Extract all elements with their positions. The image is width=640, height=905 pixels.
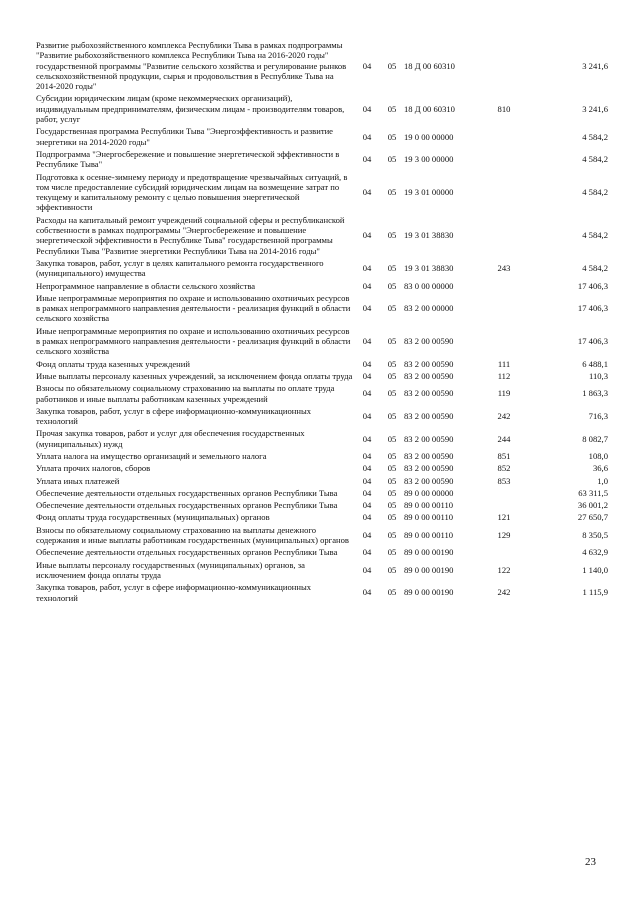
row-subsection: 05 [387, 410, 397, 421]
row-section: 04 [362, 230, 372, 241]
row-subsection: 05 [387, 154, 397, 165]
row-name: Расходы на капитальный ремонт учреждений социальной сферы и республиканской собственности в рамках подпрограммы "Энергосбережение и повышение энергетической эффективности в Республике Тыва" государственной программы Республики Тыва "Развитие энергетики Республики Тыва на 2014-2016 годы" [36, 214, 345, 256]
row-name: Непрограммное направление в области сельского хозяйства [36, 280, 256, 291]
table-row [36, 463, 608, 475]
row-expense-type: 243 [497, 263, 511, 274]
row-amount: 716,3 [588, 410, 608, 421]
row-target-code: 83 2 00 00590 [404, 336, 454, 347]
row-section: 04 [362, 60, 372, 71]
row-section: 04 [362, 475, 372, 486]
table-row [36, 512, 608, 524]
row-subsection: 05 [387, 358, 397, 369]
row-expense-type [484, 40, 524, 93]
row-amount: 4 584,2 [582, 187, 608, 197]
row-subsection: 05 [387, 370, 397, 381]
row-expense-type [484, 500, 524, 512]
row-expense-type [484, 281, 524, 293]
table-row [36, 40, 608, 93]
row-target-code: 83 2 00 00590 [404, 463, 454, 474]
row-name: Закупка товаров, работ, услуг в сфере информационно-коммуникационных технологий [36, 405, 312, 427]
table-row [36, 525, 608, 548]
page-number: 23 [585, 856, 596, 868]
row-section: 04 [362, 529, 372, 540]
row-section: 04 [362, 154, 372, 165]
row-section: 04 [362, 547, 372, 558]
row-section: 04 [362, 131, 372, 142]
row-expense-type: 112 [497, 370, 511, 381]
row-target-code: 89 0 00 00000 [404, 487, 454, 498]
row-expense-type [484, 149, 524, 172]
row-target-code: 89 0 00 00190 [404, 587, 454, 598]
row-section: 04 [362, 187, 372, 197]
row-section: 04 [362, 103, 372, 114]
row-expense-type: 244 [497, 433, 511, 444]
row-name: Обеспечение деятельности отдельных государственных органов Республики Тыва [36, 487, 338, 498]
row-target-code: 83 2 00 00000 [404, 303, 454, 314]
row-expense-type [484, 172, 524, 215]
row-amount: 108,0 [588, 450, 608, 461]
row-name: Обеспечение деятельности отдельных государственных органов Республики Тыва [36, 500, 338, 511]
row-subsection: 05 [387, 564, 397, 575]
row-name: Развитие рыбохозяйственного комплекса Республики Тыва в рамках подпрограммы "Развитие рыбохозяйственного комплекса Республики Тыва на 2016-2020 годы" государственной программы "Развитие сельского хозяйства и регулирование рынков сельскохозяйственной продукции, сырья и продовольствия в Республике Тыва на 2014-2020 годы" [36, 40, 347, 92]
row-name: Уплата налога на имущество организаций и земельного налога [36, 450, 267, 461]
row-amount: 4 632,9 [582, 547, 608, 558]
row-amount: 3 241,6 [582, 60, 608, 71]
row-name: Уплата иных платежей [36, 475, 120, 486]
table-row [36, 258, 608, 281]
table-row [36, 93, 608, 126]
row-name: Закупка товаров, работ, услуг в сфере информационно-коммуникационных технологий [36, 582, 312, 603]
table-row [36, 428, 608, 451]
table-row [36, 560, 608, 583]
row-subsection: 05 [387, 388, 397, 399]
table-row [36, 293, 608, 326]
row-subsection: 05 [387, 475, 397, 486]
row-target-code: 89 0 00 00110 [404, 529, 454, 540]
row-subsection: 05 [387, 103, 397, 114]
row-target-code: 83 0 00 00000 [404, 280, 454, 291]
row-amount: 36,6 [592, 463, 608, 474]
row-subsection: 05 [387, 433, 397, 444]
row-subsection: 05 [387, 512, 397, 523]
row-subsection: 05 [387, 336, 397, 347]
table-row [36, 488, 608, 500]
table-row [36, 582, 608, 605]
row-expense-type [484, 547, 524, 559]
row-expense-type [484, 293, 524, 326]
row-amount: 63 311,5 [578, 487, 608, 498]
row-expense-type: 242 [497, 587, 511, 598]
row-expense-type: 119 [497, 388, 511, 399]
row-section: 04 [362, 487, 372, 498]
row-target-code: 83 2 00 00590 [404, 358, 454, 369]
row-name: Взносы по обязательному социальному страхованию на выплаты по оплате труда работников и иные выплаты работникам казенных учреждений [36, 383, 335, 404]
row-amount: 3 241,6 [582, 103, 608, 114]
row-name: Прочая закупка товаров, работ и услуг для обеспечения государственных (муниципальных) нужд [36, 428, 305, 449]
row-expense-type: 129 [497, 529, 511, 540]
row-expense-type: 122 [497, 564, 511, 575]
row-section: 04 [362, 450, 372, 461]
row-name: Субсидии юридическим лицам (кроме некоммерческих организаций), индивидуальным предпринимателям, физическим лицам - производителям товаров, работ, услуг [36, 93, 345, 125]
row-name: Уплата прочих налогов, сборов [36, 463, 151, 474]
budget-table-body [36, 40, 608, 605]
row-subsection: 05 [387, 230, 397, 241]
row-name: Иные непрограммные мероприятия по охране и использованию охотничьих ресурсов в рамках непрограммного направления деятельности - реализация функций в области сельского хозяйства [36, 325, 351, 357]
row-target-code: 89 0 00 00190 [404, 547, 454, 558]
row-name: Взносы по обязательному социальному страхованию на выплаты денежного содержания и иные выплаты работникам государственных (муниципальных) органов [36, 524, 349, 546]
row-target-code: 19 3 00 00000 [404, 154, 454, 165]
row-amount: 17 406,3 [577, 303, 608, 314]
row-target-code: 89 0 00 00190 [404, 564, 454, 575]
row-amount: 6 488,1 [582, 358, 608, 369]
row-expense-type: 111 [497, 358, 511, 369]
row-target-code: 19 3 01 38830 [404, 230, 454, 241]
row-target-code: 83 2 00 00590 [404, 450, 454, 461]
table-row [36, 172, 608, 215]
row-amount: 4 584,2 [582, 154, 608, 165]
row-subsection: 05 [387, 547, 397, 558]
row-amount: 1 863,3 [582, 388, 608, 399]
row-amount: 110,3 [588, 370, 608, 381]
table-row [36, 406, 608, 429]
row-section: 04 [362, 303, 372, 314]
row-expense-type: 851 [497, 450, 511, 461]
row-amount: 27 650,7 [577, 512, 608, 523]
row-name: Иные выплаты персоналу казенных учреждений, за исключением фонда оплаты труда [36, 370, 353, 381]
table-row [36, 476, 608, 488]
row-section: 04 [362, 433, 372, 444]
row-section: 04 [362, 564, 372, 575]
row-subsection: 05 [387, 280, 397, 291]
row-expense-type [484, 126, 524, 149]
row-expense-type: 852 [497, 463, 511, 474]
row-subsection: 05 [387, 500, 397, 511]
row-target-code: 18 Д 00 60310 [404, 103, 455, 114]
table-row [36, 383, 608, 406]
row-expense-type: 121 [497, 512, 511, 523]
row-amount: 4 584,2 [582, 230, 608, 241]
table-row [36, 371, 608, 383]
table-row [36, 547, 608, 559]
row-subsection: 05 [387, 60, 397, 71]
row-subsection: 05 [387, 303, 397, 314]
budget-table [36, 40, 608, 605]
row-expense-type [484, 326, 524, 359]
row-section: 04 [362, 463, 372, 474]
row-section: 04 [362, 500, 372, 511]
row-subsection: 05 [387, 187, 397, 197]
row-amount: 1 115,9 [582, 587, 608, 598]
row-target-code: 19 0 00 00000 [404, 131, 454, 142]
row-target-code: 83 2 00 00590 [404, 410, 454, 421]
row-section: 04 [362, 280, 372, 291]
row-target-code: 89 0 00 00110 [404, 512, 454, 523]
row-name: Закупка товаров, работ, услуг в целях капитального ремонта государственного (муниципального) имущества [36, 257, 324, 279]
row-subsection: 05 [387, 463, 397, 474]
row-subsection: 05 [387, 131, 397, 142]
row-expense-type: 853 [497, 475, 511, 486]
row-section: 04 [362, 410, 372, 421]
row-target-code: 19 3 01 00000 [404, 187, 454, 197]
row-amount: 4 584,2 [582, 131, 608, 142]
row-section: 04 [362, 358, 372, 369]
row-name: Подготовка к осенне-зимнему периоду и предотвращение чрезвычайных ситуаций, в том числе предоставление субсидий юридическим лицам на возмещение затрат по текущему и капитальному ремонту с целью повышения энергетической эффективности [36, 171, 348, 213]
row-name: Обеспечение деятельности отдельных государственных органов Республики Тыва [36, 547, 338, 558]
row-expense-type: 810 [497, 103, 511, 114]
row-target-code: 83 2 00 00590 [404, 388, 454, 399]
row-name: Подпрограмма "Энергосбережение и повышение энергетической эффективности в Республике Тыва" [36, 148, 340, 170]
table-row [36, 149, 608, 172]
table-row [36, 326, 608, 359]
table-row [36, 215, 608, 258]
row-target-code: 18 Д 00 60310 [404, 60, 455, 71]
row-section: 04 [362, 388, 372, 399]
row-target-code: 83 2 00 00590 [404, 433, 454, 444]
row-section: 04 [362, 587, 372, 598]
row-target-code: 89 0 00 00110 [404, 500, 454, 511]
row-subsection: 05 [387, 587, 397, 598]
row-target-code: 83 2 00 00590 [404, 475, 454, 486]
row-amount: 1 140,0 [582, 564, 608, 575]
table-row [36, 126, 608, 149]
row-target-code: 19 3 01 38830 [404, 263, 454, 274]
row-name: Иные выплаты персоналу государственных (муниципальных) органов, за исключением фонда оплаты труда [36, 559, 305, 580]
row-expense-type [484, 488, 524, 500]
row-name: Фонд оплаты труда государственных (муниципальных) органов [36, 512, 270, 523]
row-expense-type: 242 [497, 410, 511, 421]
table-row [36, 451, 608, 463]
row-subsection: 05 [387, 450, 397, 461]
row-section: 04 [362, 263, 372, 274]
table-row [36, 359, 608, 371]
row-expense-type [484, 215, 524, 258]
row-name: Иные непрограммные мероприятия по охране и использованию охотничьих ресурсов в рамках непрограммного направления деятельности - реализация функций в области сельского хозяйства [36, 292, 351, 324]
row-section: 04 [362, 336, 372, 347]
row-section: 04 [362, 370, 372, 381]
row-name: Государственная программа Республики Тыва "Энергоэффективность и развитие энергетики на 2014-2020 годы" [36, 126, 333, 147]
row-name: Фонд оплаты труда казенных учреждений [36, 358, 190, 369]
row-amount: 17 406,3 [577, 280, 608, 291]
row-section: 04 [362, 512, 372, 523]
row-subsection: 05 [387, 529, 397, 540]
row-amount: 17 406,3 [577, 336, 608, 347]
row-subsection: 05 [387, 263, 397, 274]
row-amount: 4 584,2 [582, 263, 608, 274]
row-target-code: 83 2 00 00590 [404, 370, 454, 381]
row-amount: 1,0 [597, 475, 608, 486]
table-row [36, 500, 608, 512]
row-subsection: 05 [387, 487, 397, 498]
row-amount: 8 350,5 [582, 529, 608, 540]
row-amount: 8 082,7 [582, 433, 608, 444]
row-amount: 36 001,2 [577, 500, 608, 511]
table-row [36, 281, 608, 293]
